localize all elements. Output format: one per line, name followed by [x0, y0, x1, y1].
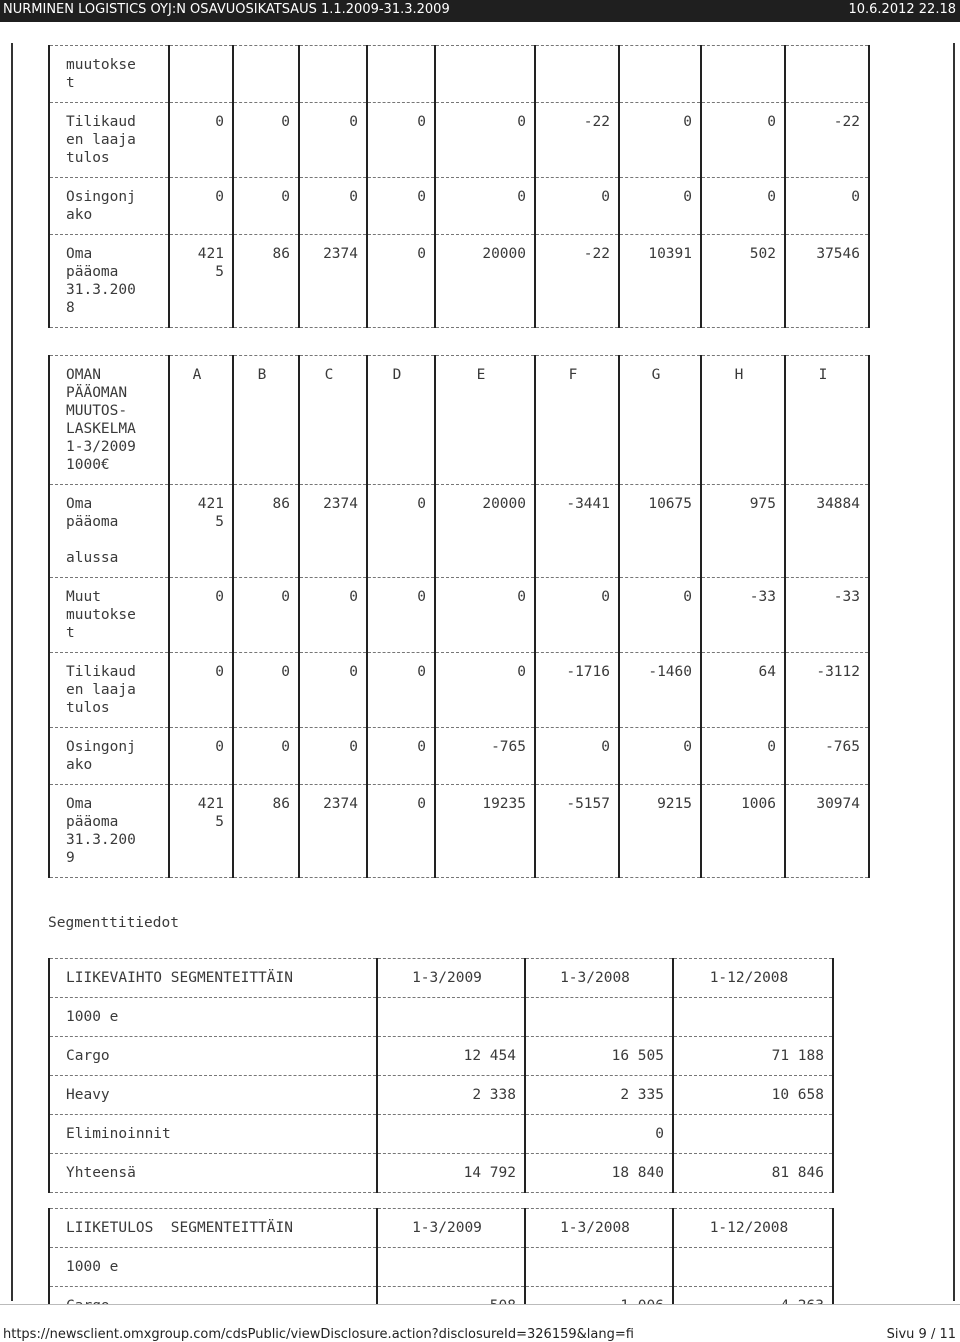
- table-cell: 1006: [701, 785, 785, 878]
- table-title: LIIKEVAIHTO SEGMENTEITTÄIN: [49, 959, 377, 998]
- row-label: Tilikaud en laaja tulos: [49, 103, 169, 178]
- table-cell: 0: [367, 578, 435, 653]
- table-cell: 20000: [435, 485, 535, 578]
- table-cell: 502: [701, 235, 785, 328]
- table-cell: 2374: [299, 235, 367, 328]
- table-row: [49, 728, 869, 785]
- row-label: Heavy: [49, 1076, 377, 1115]
- table-cell: 71 188: [673, 1037, 833, 1076]
- table-row: [49, 235, 869, 328]
- table-cell: [673, 1115, 833, 1154]
- table-cell: 64: [701, 653, 785, 728]
- table-row: [49, 485, 869, 578]
- table-cell: 0: [299, 653, 367, 728]
- table-cell: [169, 46, 233, 103]
- table-row: [49, 178, 869, 235]
- table-cell: 12 454: [377, 1037, 525, 1076]
- table-cell: 86: [233, 785, 299, 878]
- table-cell: 0: [701, 103, 785, 178]
- column-header: H: [701, 356, 785, 485]
- row-label: Oma pääoma 31.3.200 8: [49, 235, 169, 328]
- column-header: B: [233, 356, 299, 485]
- table-cell: [673, 998, 833, 1037]
- column-header: C: [299, 356, 367, 485]
- table-cell: 86: [233, 485, 299, 578]
- row-label: Osingonj ako: [49, 178, 169, 235]
- table-cell: 0: [299, 178, 367, 235]
- segment-heading: Segmenttitiedot: [48, 915, 179, 931]
- table-cell: 0: [367, 485, 435, 578]
- table-row: [49, 998, 833, 1037]
- table-cell: 0: [535, 178, 619, 235]
- row-label: Oma pääoma alussa: [49, 485, 169, 578]
- row-label: Yhteensä: [49, 1154, 377, 1193]
- table-row: [49, 103, 869, 178]
- table-cell: 0: [367, 103, 435, 178]
- table-row: [49, 1154, 833, 1193]
- table-cell: 19235: [435, 785, 535, 878]
- table-cell: 2374: [299, 785, 367, 878]
- table-cell: 9215: [619, 785, 701, 878]
- table-cell: 0: [299, 103, 367, 178]
- table-cell: 0: [169, 103, 233, 178]
- table-cell: 0: [233, 578, 299, 653]
- table-cell: 81 846: [673, 1154, 833, 1193]
- table-cell: [435, 46, 535, 103]
- table-cell: [785, 46, 869, 103]
- table-cell: 0: [169, 578, 233, 653]
- table-row: [49, 578, 869, 653]
- segment-revenue-table: [48, 958, 834, 1193]
- column-header: G: [619, 356, 701, 485]
- table-cell: 0: [619, 103, 701, 178]
- page-number: Sivu 9 / 11: [886, 1327, 956, 1342]
- table-cell: 20000: [435, 235, 535, 328]
- table-row: [49, 653, 869, 728]
- column-header: A: [169, 356, 233, 485]
- column-header: E: [435, 356, 535, 485]
- column-header: 1-12/2008: [673, 959, 833, 998]
- table-cell: 30974: [785, 785, 869, 878]
- row-label: Muut muutokse t: [49, 578, 169, 653]
- column-header: I: [785, 356, 869, 485]
- table-cell: -3441: [535, 485, 619, 578]
- table-row: [49, 46, 869, 103]
- table-cell: 37546: [785, 235, 869, 328]
- table-cell: 421 5: [169, 235, 233, 328]
- row-label: muutokse t: [49, 46, 169, 103]
- row-label: 1000 e: [49, 1248, 377, 1287]
- table-cell: 0: [169, 653, 233, 728]
- table-cell: 0: [367, 785, 435, 878]
- table-cell: 421 5: [169, 785, 233, 878]
- table-cell: -33: [785, 578, 869, 653]
- table-header-row: [49, 356, 869, 485]
- table-cell: 0: [299, 578, 367, 653]
- table-cell: [377, 1115, 525, 1154]
- table-cell: -5157: [535, 785, 619, 878]
- table-cell: [535, 46, 619, 103]
- table-cell: [367, 46, 435, 103]
- table-cell: 0: [619, 178, 701, 235]
- table-cell: 34884: [785, 485, 869, 578]
- table-cell: 0: [435, 103, 535, 178]
- column-header: 1-3/2009: [377, 1209, 525, 1248]
- table-cell: -765: [435, 728, 535, 785]
- table-cell: 0: [367, 178, 435, 235]
- table-cell: 86: [233, 235, 299, 328]
- table-cell: -1716: [535, 653, 619, 728]
- table-row: [49, 1115, 833, 1154]
- table-row: [49, 785, 869, 878]
- column-header: F: [535, 356, 619, 485]
- row-label: Eliminoinnit: [49, 1115, 377, 1154]
- equity-table-2008: [48, 45, 870, 328]
- row-label: Oma pääoma 31.3.200 9: [49, 785, 169, 878]
- table-cell: -1460: [619, 653, 701, 728]
- table-cell: 0: [233, 728, 299, 785]
- row-label: Cargo: [49, 1037, 377, 1076]
- table-cell: 0: [619, 578, 701, 653]
- table-cell: [701, 46, 785, 103]
- table-cell: 421 5: [169, 485, 233, 578]
- document-footer-bar: [0, 1304, 960, 1341]
- table-cell: -765: [785, 728, 869, 785]
- table-cell: 0: [233, 103, 299, 178]
- table-cell: -22: [535, 103, 619, 178]
- table-cell: -22: [535, 235, 619, 328]
- table-cell: 0: [435, 578, 535, 653]
- table-cell: 0: [169, 728, 233, 785]
- table-title: LIIKETULOS SEGMENTEITTÄIN: [49, 1209, 377, 1248]
- print-datetime: 10.6.2012 22.18: [848, 2, 956, 17]
- table-cell: 975: [701, 485, 785, 578]
- table-cell: [525, 998, 673, 1037]
- equity-table-2009: [48, 355, 870, 878]
- row-label: Osingonj ako: [49, 728, 169, 785]
- table-cell: 0: [367, 653, 435, 728]
- table-cell: 10675: [619, 485, 701, 578]
- row-label: OMAN PÄÄOMAN MUUTOS- LASKELMA 1-3/2009 1000€: [49, 356, 169, 485]
- table-cell: 0: [619, 728, 701, 785]
- table-cell: 0: [701, 728, 785, 785]
- table-cell: 0: [785, 178, 869, 235]
- table-cell: 14 792: [377, 1154, 525, 1193]
- table-row: [49, 1076, 833, 1115]
- table-header-row: [49, 1209, 833, 1248]
- column-header: 1-3/2008: [525, 959, 673, 998]
- document-title: NURMINEN LOGISTICS OYJ:N OSAVUOSIKATSAUS 1.1.2009-31.3.2009: [3, 2, 450, 17]
- column-header: 1-3/2008: [525, 1209, 673, 1248]
- column-header: 1-3/2009: [377, 959, 525, 998]
- table-cell: 2374: [299, 485, 367, 578]
- table-cell: 0: [233, 653, 299, 728]
- table-cell: 18 840: [525, 1154, 673, 1193]
- table-cell: -3112: [785, 653, 869, 728]
- table-cell: 0: [367, 235, 435, 328]
- table-cell: 0: [701, 178, 785, 235]
- table-cell: 2 338: [377, 1076, 525, 1115]
- row-label: 1000 e: [49, 998, 377, 1037]
- table-cell: 10391: [619, 235, 701, 328]
- row-label: Tilikaud en laaja tulos: [49, 653, 169, 728]
- table-cell: [377, 1248, 525, 1287]
- table-cell: 0: [535, 578, 619, 653]
- table-cell: 0: [233, 178, 299, 235]
- table-cell: [299, 46, 367, 103]
- table-cell: -22: [785, 103, 869, 178]
- table-cell: [525, 1248, 673, 1287]
- table-cell: [377, 998, 525, 1037]
- source-url: https://newsclient.omxgroup.com/cdsPublic/viewDisclosure.action?disclosureId=326159&lang=fi: [3, 1327, 634, 1342]
- table-cell: 2 335: [525, 1076, 673, 1115]
- table-cell: [233, 46, 299, 103]
- table-cell: 0: [525, 1115, 673, 1154]
- table-cell: 0: [435, 178, 535, 235]
- table-row: [49, 1037, 833, 1076]
- table-cell: 10 658: [673, 1076, 833, 1115]
- table-cell: -33: [701, 578, 785, 653]
- table-cell: 0: [367, 728, 435, 785]
- table-cell: 0: [299, 728, 367, 785]
- column-header: 1-12/2008: [673, 1209, 833, 1248]
- column-header: D: [367, 356, 435, 485]
- table-cell: 0: [535, 728, 619, 785]
- table-row: [49, 1248, 833, 1287]
- table-cell: 0: [169, 178, 233, 235]
- table-cell: 16 505: [525, 1037, 673, 1076]
- table-header-row: [49, 959, 833, 998]
- table-cell: 0: [435, 653, 535, 728]
- table-cell: [673, 1248, 833, 1287]
- table-cell: [619, 46, 701, 103]
